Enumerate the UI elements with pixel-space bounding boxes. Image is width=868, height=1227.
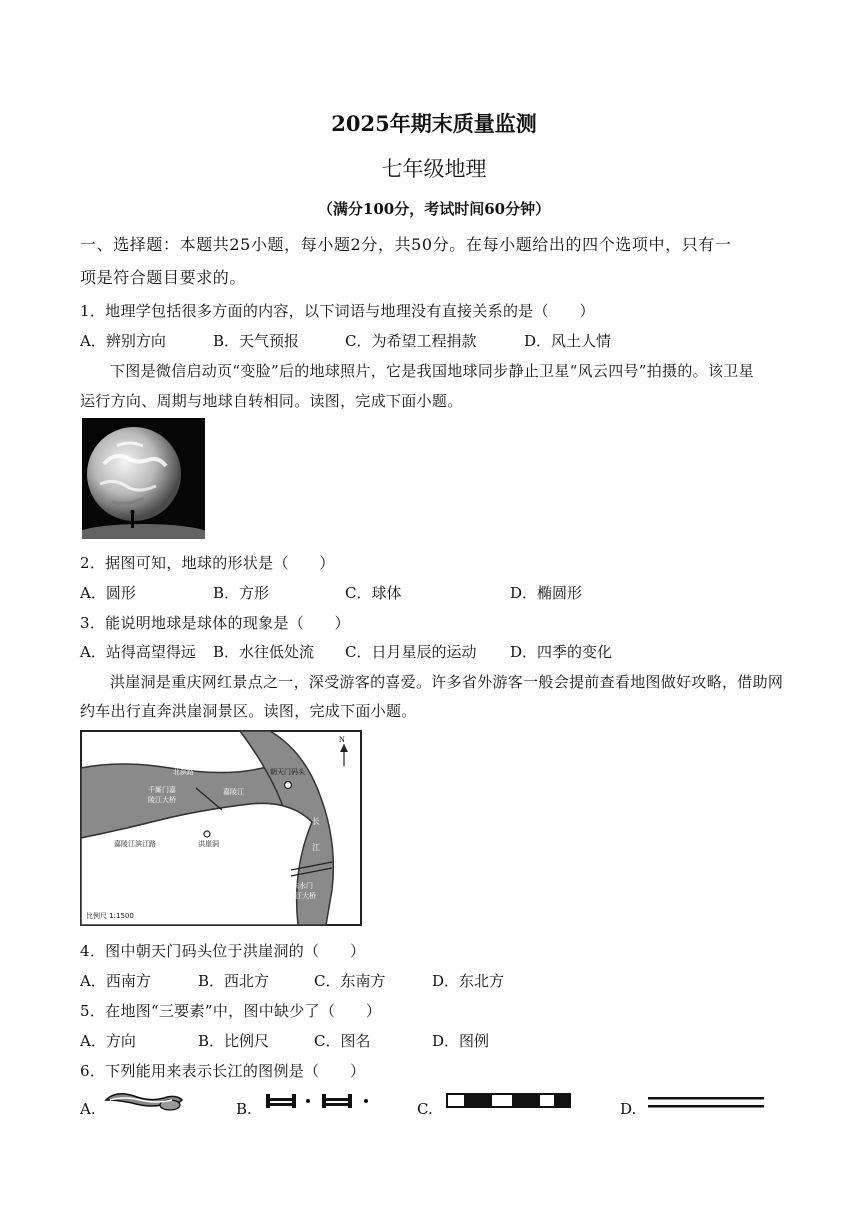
earth-globe-icon [82, 418, 205, 539]
label-beibin-road: 北滨路 [173, 768, 194, 776]
q2-stem: 2．据图可知，地球的形状是（ ） [80, 554, 335, 572]
river-legend-icon [104, 1088, 186, 1116]
q2-option-a: A．圆形 [80, 584, 136, 602]
passage2-line1: 洪崖洞是重庆网红景点之一，深受游客的喜爱。许多省外游客一般会提前查看地图做好攻略，借助网 [110, 673, 784, 691]
section-heading-line2: 项是符合题目要求的。 [80, 268, 247, 287]
q6-option-d-label: D. [620, 1100, 637, 1118]
section-heading-line1: 一、选择题：本题共25小题，每小题2分，共50分。在每小题给出的四个选项中，只有一 [80, 235, 732, 254]
exam-subtitle: 七年级地理 [381, 157, 487, 181]
q3-option-b: B．水往低处流 [213, 643, 315, 661]
label-dongshuimen-1: 东水门 [292, 882, 313, 890]
chaotianmen-point [285, 782, 292, 789]
map-figure [80, 730, 362, 926]
label-yangtze-1: 长 [312, 817, 320, 826]
q4-stem: 4．图中朝天门码头位于洪崖洞的（ ） [80, 942, 366, 960]
hongyadong-map [80, 730, 362, 926]
q5-option-d: D．图例 [432, 1032, 490, 1050]
q3-stem: 3．能说明地球是球体的现象是（ ） [80, 614, 350, 632]
passage1-line2: 运行方向、周期与地球自转相同。读图，完成下面小题。 [80, 392, 463, 410]
label-jialing-road: 嘉陵江滨江路 [114, 840, 156, 848]
q3-option-c: C．日月星辰的运动 [345, 643, 477, 661]
q6-stem: 6．下列能用来表示长江的图例是（ ） [80, 1062, 366, 1080]
label-hongyadong: 洪崖洞 [198, 840, 219, 848]
boundary-legend-icon [264, 1090, 374, 1112]
q6-option-a-label: A. [80, 1100, 96, 1118]
q5-option-b: B．比例尺 [198, 1032, 270, 1050]
exam-note: （满分100分，考试时间60分钟） [317, 200, 551, 218]
q2-option-d: D．椭圆形 [510, 584, 583, 602]
q1-option-d: D．风土人情 [524, 332, 612, 350]
label-chaotianmen: 朝天门码头 [270, 768, 305, 776]
q5-option-c: C．图名 [314, 1032, 371, 1050]
q3-option-a: A．站得高望得远 [80, 643, 196, 661]
q1-option-c: C．为希望工程捐款 [345, 332, 477, 350]
label-jialing-river: 嘉陵江 [223, 788, 244, 796]
q4-option-a: A．西南方 [80, 972, 151, 990]
exam-title: 2025年期末质量监测 [331, 111, 537, 136]
q6-option-c-label: C. [417, 1100, 433, 1118]
q1-option-a: A．辨别方向 [80, 332, 166, 350]
q4-option-d: D．东北方 [432, 972, 505, 990]
passage2-line2: 约车出行直奔洪崖洞景区。读图，完成下面小题。 [80, 702, 417, 720]
road-legend-icon [648, 1094, 764, 1110]
q5-option-a: A．方向 [80, 1032, 136, 1050]
label-scale: 比例尺 1:1500 [86, 912, 134, 920]
railway-legend-icon [446, 1092, 572, 1110]
q4-option-b: B．西北方 [198, 972, 270, 990]
q6-option-b-label: B. [236, 1100, 252, 1118]
passage1-line1: 下图是微信启动页“变脸”后的地球照片，它是我国地球同步静止卫星“风云四号”拍摄的。该卫星 [110, 362, 754, 380]
q5-stem: 5．在地图“三要素”中，图中缺少了（ ） [80, 1002, 382, 1020]
q2-option-c: C．球体 [345, 584, 402, 602]
q3-option-d: D．四季的变化 [510, 643, 613, 661]
hongyadong-point [204, 831, 210, 837]
q1-option-b: B．天气预报 [213, 332, 300, 350]
earth-photo [82, 418, 205, 539]
q4-option-c: C．东南方 [314, 972, 386, 990]
label-qianximen-1: 千厮门嘉 [148, 786, 176, 794]
north-label: N [339, 735, 345, 744]
label-dongshuimen-2: 长江大桥 [288, 892, 316, 900]
label-qianximen-2: 陵江大桥 [148, 796, 176, 804]
label-yangtze-2: 江 [312, 843, 320, 852]
q1-stem: 1．地理学包括很多方面的内容，以下词语与地理没有直接关系的是（ ） [80, 302, 595, 320]
q2-option-b: B．方形 [213, 584, 270, 602]
